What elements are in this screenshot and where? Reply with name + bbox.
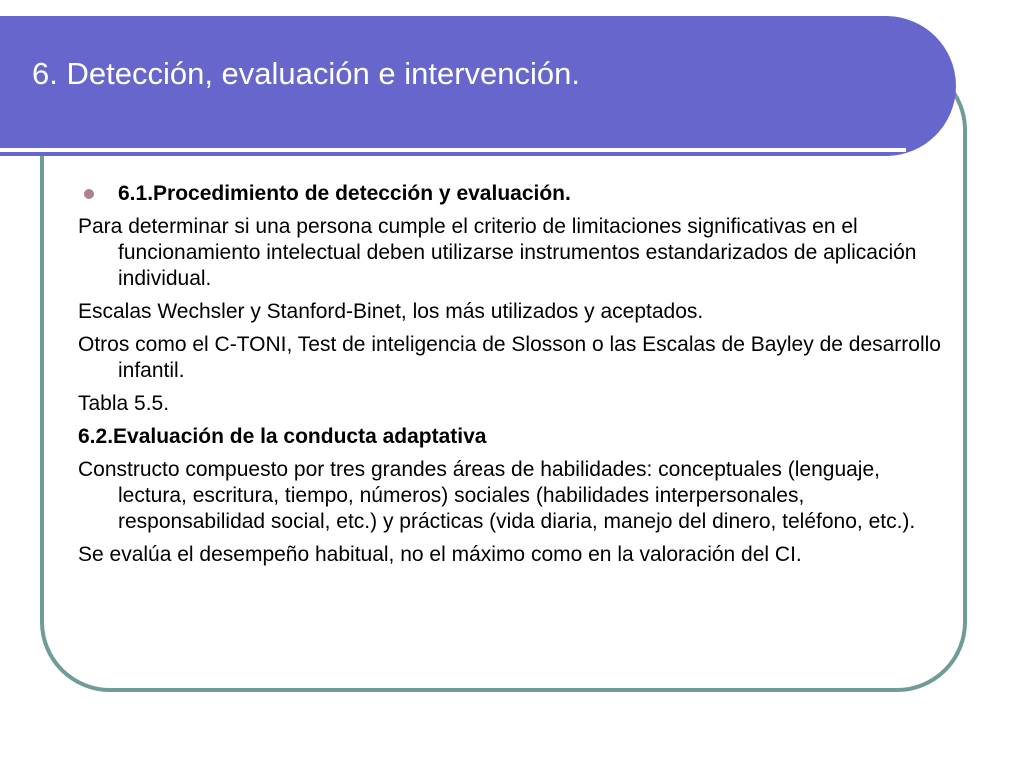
paragraph-scales: Escalas Wechsler y Stanford-Binet, los más utilizados y aceptados. — [78, 300, 704, 323]
section-heading-adaptive: 6.2.Evaluación de la conducta adaptativa — [78, 425, 487, 448]
paragraph-other-tests: Otros como el C-TONI, Test de inteligencia de Slosson o las Escalas de Bayley de desarrollo infantil. — [78, 333, 941, 382]
bullet-dot-icon — [84, 189, 94, 199]
bullet-heading: 6.1.Procedimiento de detección y evaluación. — [118, 182, 571, 205]
paragraph-criterion: Para determinar si una persona cumple el criterio de limitaciones significativas en el funcionamiento intelectual deben utilizarse instrumentos estandarizados de aplicación individual. — [78, 215, 917, 290]
paragraph-construct: Constructo compuesto por tres grandes áreas de habilidades: conceptuales (lenguaje, lectura, escritura, tiempo, números) sociales (habilidades interpersonales, responsabilidad social, etc.) y prácticas (vida diaria, manejo del dinero, teléfono, etc.). — [78, 458, 916, 533]
paragraph-performance: Se evalúa el desempeño habitual, no el máximo como en la valoración del CI. — [78, 543, 802, 566]
slide-title: 6. Detección, evaluación e intervención. — [32, 56, 580, 91]
title-underline — [0, 148, 906, 152]
bullet-item — [78, 181, 948, 207]
slide-body — [78, 181, 948, 575]
paragraph-table-ref: Tabla 5.5. — [78, 392, 170, 415]
